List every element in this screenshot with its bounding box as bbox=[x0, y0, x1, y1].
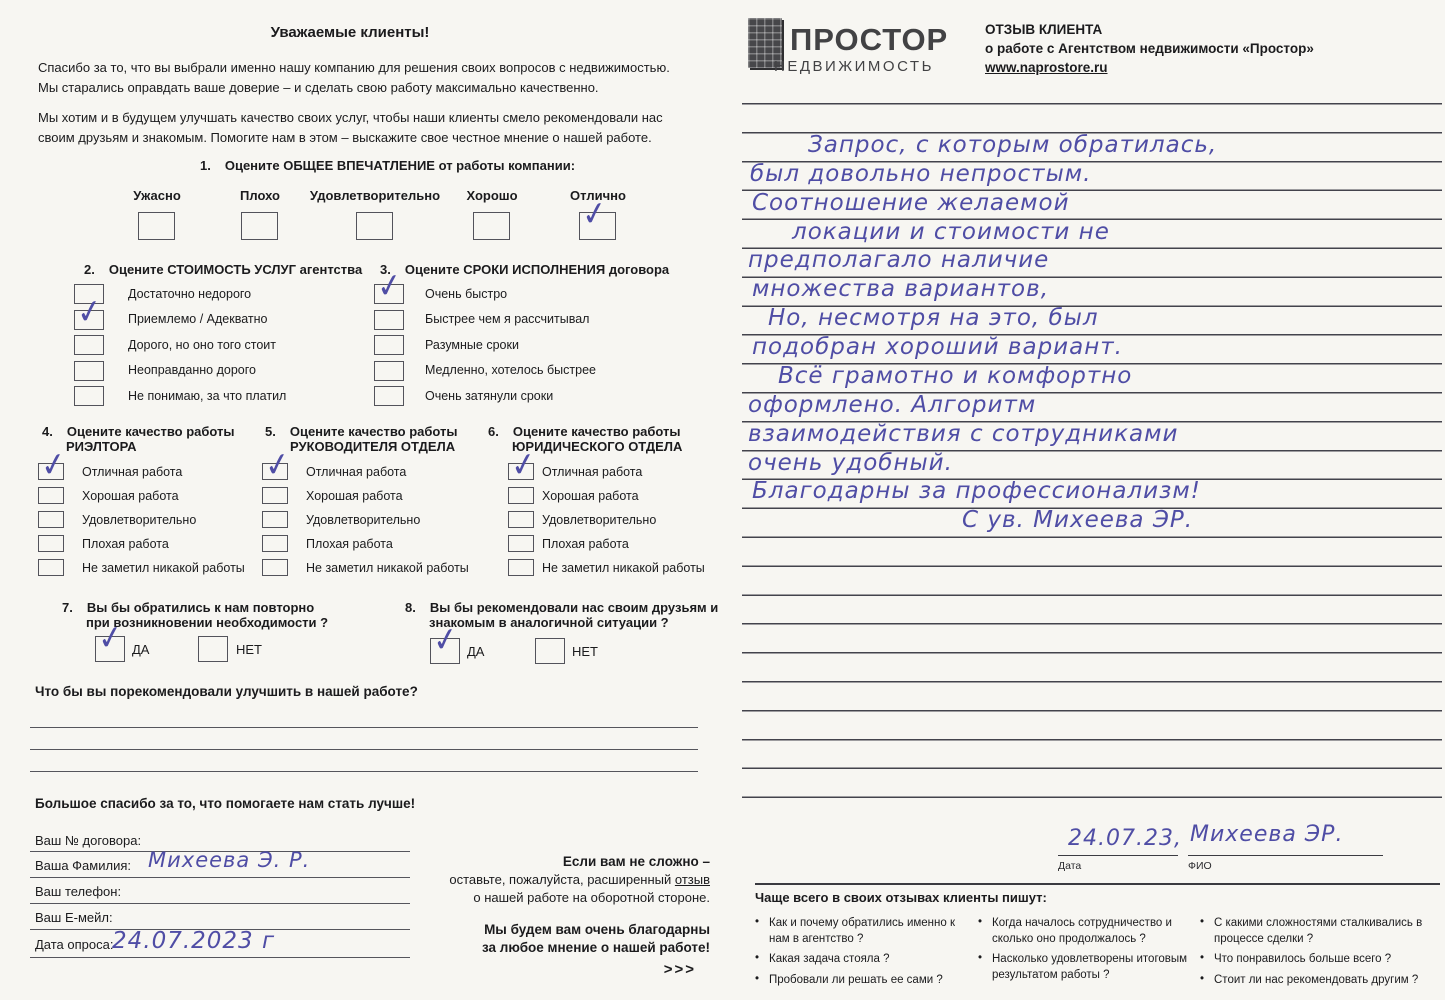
handwriting-line: взаимодействия с сотрудниками bbox=[748, 421, 1179, 447]
q3-heading: 3. Оцените СРОКИ ИСПОЛНЕНИЯ договора bbox=[380, 262, 670, 277]
handwriting-line: очень удобный. bbox=[748, 450, 953, 476]
footer-hint: • Что понравилось больше всего ? bbox=[1200, 952, 1435, 968]
handwriting-line: Запрос, с которым обратилась, bbox=[808, 132, 1218, 158]
q5-checkbox-1[interactable] bbox=[262, 487, 288, 504]
q1-checkbox-excellent[interactable] bbox=[579, 212, 616, 240]
q8-no-checkbox[interactable] bbox=[535, 638, 565, 664]
q7-no-label: НЕТ bbox=[236, 642, 262, 657]
fio-signature-line[interactable] bbox=[1188, 855, 1383, 856]
review-header-line1: ОТЗЫВ КЛИЕНТА bbox=[985, 22, 1103, 37]
handwriting-line: локации и стоимости не bbox=[792, 219, 1110, 245]
q2-option-label: Дорого, но оно того стоит bbox=[128, 338, 276, 352]
q5-heading: 5. Оцените качество работы bbox=[265, 424, 458, 439]
q4-option-label: Хорошая работа bbox=[82, 489, 179, 503]
footer-hint: • Стоит ли нас рекомендовать другим ? bbox=[1200, 973, 1435, 989]
q8-no-label: НЕТ bbox=[572, 644, 598, 659]
q5-option-label: Плохая работа bbox=[306, 537, 393, 551]
q6-option-label: Удовлетворительно bbox=[542, 513, 657, 527]
q6-option-label: Хорошая работа bbox=[542, 489, 639, 503]
footer-hint: • Пробовали ли решать ее сами ? bbox=[755, 973, 973, 989]
handwriting-line: множества вариантов, bbox=[752, 276, 1049, 302]
q3-checkbox-2[interactable] bbox=[374, 335, 404, 355]
date-signature-line[interactable] bbox=[1058, 855, 1178, 856]
q1-checkbox-awful[interactable] bbox=[138, 212, 175, 240]
q6-heading-line2: ЮРИДИЧЕСКОГО ОТДЕЛА bbox=[512, 439, 683, 454]
q8-heading-line2: знакомым в аналогичной ситуации ? bbox=[429, 615, 669, 630]
q2-checkbox-1[interactable] bbox=[74, 310, 104, 330]
q3-option-label: Быстрее чем я рассчитывал bbox=[425, 312, 590, 326]
q5-option-label: Отличная работа bbox=[306, 465, 407, 479]
handwriting-line: Благодарны за профессионализм! bbox=[752, 478, 1201, 504]
thanks-line: Большое спасибо за то, что помогаете нам стать лучше! bbox=[35, 796, 416, 811]
q3-checkbox-1[interactable] bbox=[374, 310, 404, 330]
survey-date-handwriting: 24.07.2023 г bbox=[112, 928, 276, 954]
handwriting-line: Соотношение желаемой bbox=[752, 190, 1070, 216]
q5-checkbox-2[interactable] bbox=[262, 511, 288, 528]
q4-checkbox-0[interactable] bbox=[38, 463, 64, 480]
q8-yes-label: ДА bbox=[467, 644, 485, 659]
footer-hints-column-1 bbox=[755, 916, 973, 993]
field-label-surname: Ваша Фамилия: bbox=[35, 858, 131, 873]
q2-heading: 2. Оцените СТОИМОСТЬ УСЛУГ агентства bbox=[84, 262, 363, 277]
footer-hint: • Какая задача стояла ? bbox=[755, 952, 973, 968]
surname-handwriting: Михеева Э. Р. bbox=[148, 848, 311, 872]
intro-paragraph-1: Спасибо за то, что вы выбрали именно нашу компанию для решения своих вопросов с недвижимостью. Мы старались оправдать ваше доверие – и сделать свою работу максимально качественно. bbox=[38, 60, 670, 96]
q3-option-label: Очень быстро bbox=[425, 287, 508, 301]
handwriting-line: Всё грамотно и комфортно bbox=[778, 363, 1133, 389]
field-label-date: Дата опроса: bbox=[35, 937, 114, 952]
footer-hint: • Когда началось сотрудничество и сколько оно продолжалось ? bbox=[978, 916, 1196, 947]
q1-checkbox-good[interactable] bbox=[473, 212, 510, 240]
handwriting-line: предполагало наличие bbox=[748, 247, 1050, 273]
q4-heading-line2: РИЭЛТОРА bbox=[66, 439, 137, 454]
q7-yes-checkbox[interactable] bbox=[95, 636, 125, 662]
handwriting-line: был довольно непростым. bbox=[750, 161, 1092, 187]
handwriting-line: Но, несмотря на это, был bbox=[768, 305, 1099, 331]
field-label-email: Ваш Е-мейл: bbox=[35, 910, 113, 925]
q1-heading: 1. Оцените ОБЩЕЕ ВПЕЧАТЛЕНИЕ от работы компании: bbox=[200, 158, 576, 173]
handwriting-line: оформлено. Алгоритм bbox=[748, 392, 1037, 418]
q7-heading: 7. Вы бы обратились к нам повторно bbox=[62, 600, 315, 615]
footer-title: Чаще всего в своих отзывах клиенты пишут: bbox=[755, 890, 1047, 905]
q5-heading-line2: РУКОВОДИТЕЛЯ ОТДЕЛА bbox=[290, 439, 456, 454]
q7-heading-line2: при возникновении необходимости ? bbox=[86, 615, 329, 630]
q1-checkbox-bad[interactable] bbox=[241, 212, 278, 240]
arrows-marker: >>> bbox=[663, 961, 696, 978]
q2-option-label: Неоправданно дорого bbox=[128, 363, 256, 377]
q2-option-label: Приемлемо / Адекватно bbox=[128, 312, 268, 326]
q4-option-label: Отличная работа bbox=[82, 465, 183, 479]
q5-option-label: Хорошая работа bbox=[306, 489, 403, 503]
q4-option-label: Плохая работа bbox=[82, 537, 169, 551]
q5-option-label: Не заметил никакой работы bbox=[306, 561, 469, 575]
aside-bold-2a: Мы будем вам очень благодарны bbox=[484, 922, 710, 937]
footer-hints-column-2 bbox=[978, 916, 1196, 988]
website-link[interactable]: www.naprostore.ru bbox=[985, 60, 1108, 75]
q6-option-label: Плохая работа bbox=[542, 537, 629, 551]
q1-option-label: Плохо bbox=[240, 188, 280, 203]
improve-writein-line[interactable] bbox=[30, 771, 698, 772]
q1-checkbox-ok[interactable] bbox=[356, 212, 393, 240]
q7-yes-label: ДА bbox=[132, 642, 150, 657]
q6-option-label: Отличная работа bbox=[542, 465, 643, 479]
q6-checkbox-0[interactable] bbox=[508, 463, 534, 480]
brand-subtitle: НЕДВИЖИМОСТЬ bbox=[774, 58, 934, 75]
field-line-surname[interactable] bbox=[30, 877, 410, 878]
q1-option-label: Отлично bbox=[570, 188, 626, 203]
field-label-phone: Ваш телефон: bbox=[35, 884, 122, 899]
aside-bold-2b: за любое мнение о нашей работе! bbox=[481, 940, 710, 955]
handwriting-signature: С ув. Михеева ЭР. bbox=[962, 507, 1194, 533]
q6-checkbox-4[interactable] bbox=[508, 559, 534, 576]
q1-option-label: Ужасно bbox=[133, 188, 181, 203]
intro-paragraph-2: Мы хотим и в будущем улучшать качество своих услуг, чтобы наши клиенты смело рекомендовали нас своим друзьям и знакомым. Помогите нам в этом – выскажите свое честное мнение о нашей работе. bbox=[38, 110, 663, 146]
q2-option-label: Не понимаю, за что платил bbox=[128, 389, 287, 403]
footer-hints-column-3 bbox=[1200, 916, 1435, 993]
aside-line-2: о нашей работе на оборотной стороне. bbox=[473, 890, 710, 905]
review-word-underlined: отзыв bbox=[674, 872, 710, 887]
review-header bbox=[985, 20, 1314, 77]
q1-option-label: Хорошо bbox=[466, 188, 518, 203]
footer-hint: • Насколько удовлетворены итоговым результатом работы ? bbox=[978, 952, 1196, 983]
fio-caption: ФИО bbox=[1188, 860, 1212, 872]
q5-checkbox-0[interactable] bbox=[262, 463, 288, 480]
review-header-line2: о работе с Агентством недвижимости «Простор» bbox=[985, 41, 1314, 56]
review-fio-handwriting: Михеева ЭР. bbox=[1190, 822, 1344, 847]
field-label-contract: Ваш № договора: bbox=[35, 833, 142, 848]
footer-hint: • Как и почему обратились именно к нам в агентство ? bbox=[755, 916, 973, 947]
handwriting-line: подобран хороший вариант. bbox=[752, 334, 1123, 360]
q1-option-label: Удовлетворительно bbox=[309, 188, 441, 203]
q2-option-label: Достаточно недорого bbox=[128, 287, 252, 301]
date-caption: Дата bbox=[1058, 860, 1082, 872]
q8-heading: 8. Вы бы рекомендовали нас своим друзьям и bbox=[405, 600, 719, 615]
q3-checkbox-0[interactable] bbox=[374, 284, 404, 304]
aside-bold-1: Если вам не сложно – bbox=[562, 854, 710, 869]
q7-no-checkbox[interactable] bbox=[198, 636, 228, 662]
field-line-date[interactable] bbox=[30, 957, 410, 958]
q4-heading: 4. Оцените качество работы bbox=[42, 424, 235, 439]
q6-checkbox-1[interactable] bbox=[508, 487, 534, 504]
field-line-phone[interactable] bbox=[30, 903, 410, 904]
q6-checkbox-3[interactable] bbox=[508, 535, 534, 552]
q8-yes-checkbox[interactable] bbox=[430, 638, 460, 664]
q3-option-label: Медленно, хотелось быстрее bbox=[425, 363, 596, 377]
handwritten-review-area[interactable] bbox=[742, 100, 1442, 802]
q6-option-label: Не заметил никакой работы bbox=[542, 561, 705, 575]
q4-checkbox-2[interactable] bbox=[38, 511, 64, 528]
q4-checkbox-1[interactable] bbox=[38, 487, 64, 504]
q5-checkbox-4[interactable] bbox=[262, 559, 288, 576]
improve-writein-line[interactable] bbox=[30, 727, 698, 728]
q5-checkbox-3[interactable] bbox=[262, 535, 288, 552]
q4-option-label: Не заметил никакой работы bbox=[82, 561, 245, 575]
q3-checkbox-4[interactable] bbox=[374, 386, 404, 406]
review-date-handwriting: 24.07.23, bbox=[1068, 826, 1182, 851]
q4-checkbox-4[interactable] bbox=[38, 559, 64, 576]
q3-option-label: Разумные сроки bbox=[425, 338, 519, 352]
q6-heading: 6. Оцените качество работы bbox=[488, 424, 681, 439]
q3-checkbox-3[interactable] bbox=[374, 361, 404, 381]
q6-checkbox-2[interactable] bbox=[508, 511, 534, 528]
improve-writein-line[interactable] bbox=[30, 749, 698, 750]
q4-option-label: Удовлетворительно bbox=[82, 513, 197, 527]
q4-checkbox-3[interactable] bbox=[38, 535, 64, 552]
q5-option-label: Удовлетворительно bbox=[306, 513, 421, 527]
brand-name: ПРОСТОР bbox=[790, 22, 949, 57]
q2-checkbox-4[interactable] bbox=[74, 386, 104, 406]
improve-question: Что бы вы порекомендовали улучшить в нашей работе? bbox=[35, 684, 418, 699]
footer-hint: • С какими сложностями сталкивались в процессе сделки ? bbox=[1200, 916, 1435, 947]
q3-option-label: Очень затянули сроки bbox=[425, 389, 554, 403]
q2-checkbox-2[interactable] bbox=[74, 335, 104, 355]
page-title: Уважаемые клиенты! bbox=[270, 24, 430, 41]
q2-checkbox-3[interactable] bbox=[74, 361, 104, 381]
footer-divider bbox=[755, 883, 1440, 885]
aside-line-1: оставьте, пожалуйста, расширенный отзыв bbox=[449, 872, 710, 887]
